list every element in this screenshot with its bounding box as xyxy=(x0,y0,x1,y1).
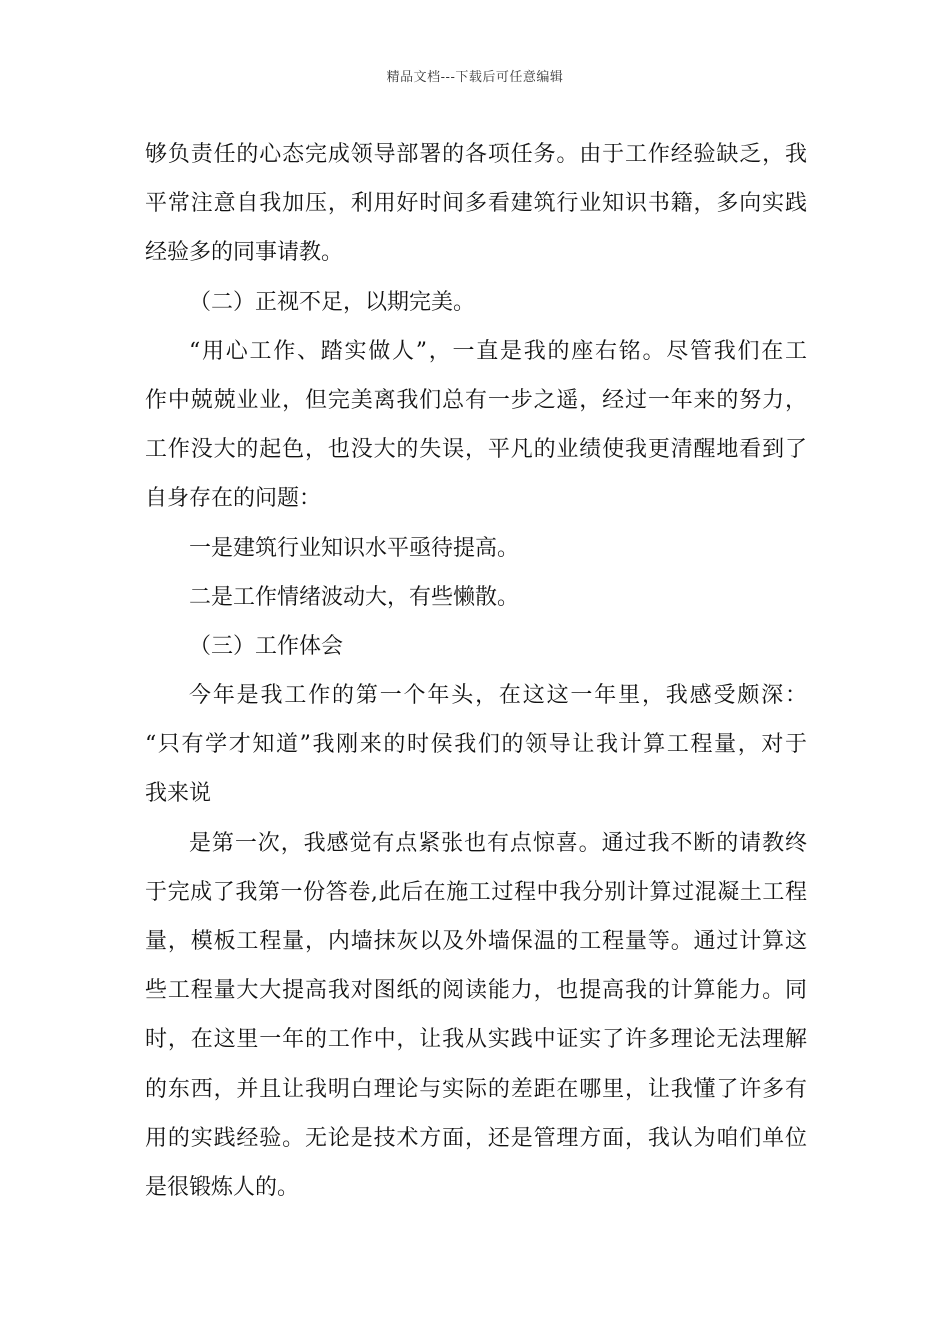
section-heading: （三）工作体会 xyxy=(189,633,344,659)
text-line: 用的实践经验。无论是技术方面，还是管理方面，我认为咱们单位 xyxy=(145,1125,807,1151)
text-line: 平常注意自我加压，利用好时间多看建筑行业知识书籍，多向实践 xyxy=(145,191,807,217)
text-line: 够负责任的心态完成领导部署的各项任务。由于工作经验缺乏，我 xyxy=(145,142,807,167)
text-line: 我来说 xyxy=(145,781,212,807)
page-header: 精品文档---下载后可任意编辑 xyxy=(386,70,564,85)
text-line: 今年是我工作的第一个年头，在这这一年里，我感受颇深： xyxy=(189,683,807,709)
list-item: 一是建筑行业知识水平亟待提高。 xyxy=(189,535,520,561)
text-line: 工作没大的起色，也没大的失误，平凡的业绩使我更清醒地看到了 xyxy=(145,437,807,463)
text-line: 于完成了我第一份答卷,此后在施工过程中我分别计算过混凝土工程 xyxy=(145,879,807,905)
text-line: 的东西，并且让我明白理论与实际的差距在哪里，让我懂了许多有 xyxy=(145,1076,807,1102)
text-line: 量，模板工程量，内墙抹灰以及外墙保温的工程量等。通过计算这 xyxy=(145,929,807,954)
text-line: 时，在这里一年的工作中，让我从实践中证实了许多理论无法理解 xyxy=(145,1027,807,1053)
list-item: 二是工作情绪波动大，有些懒散。 xyxy=(189,584,520,610)
text-line: 是很锻炼人的。 xyxy=(145,1174,300,1200)
text-line: 自身存在的问题： xyxy=(145,486,322,512)
text-line: “只有学才知道”我刚来的时侯我们的领导让我计算工程量，对于 xyxy=(145,732,807,758)
text-line: 些工程量大大提高我对图纸的阅读能力，也提高我的计算能力。同 xyxy=(145,978,807,1004)
text-line: 是第一次，我感觉有点紧张也有点惊喜。通过我不断的请教终 xyxy=(189,830,807,856)
text-line: “用心工作、踏实做人”，一直是我的座右铭。尽管我们在工 xyxy=(189,338,807,364)
text-line: 经验多的同事请教。 xyxy=(145,240,344,266)
text-line: 作中兢兢业业，但完美离我们总有一步之遥，经过一年来的努力， xyxy=(145,387,807,413)
document-body xyxy=(145,130,807,1212)
section-heading: （二）正视不足，以期完美。 xyxy=(189,289,476,315)
